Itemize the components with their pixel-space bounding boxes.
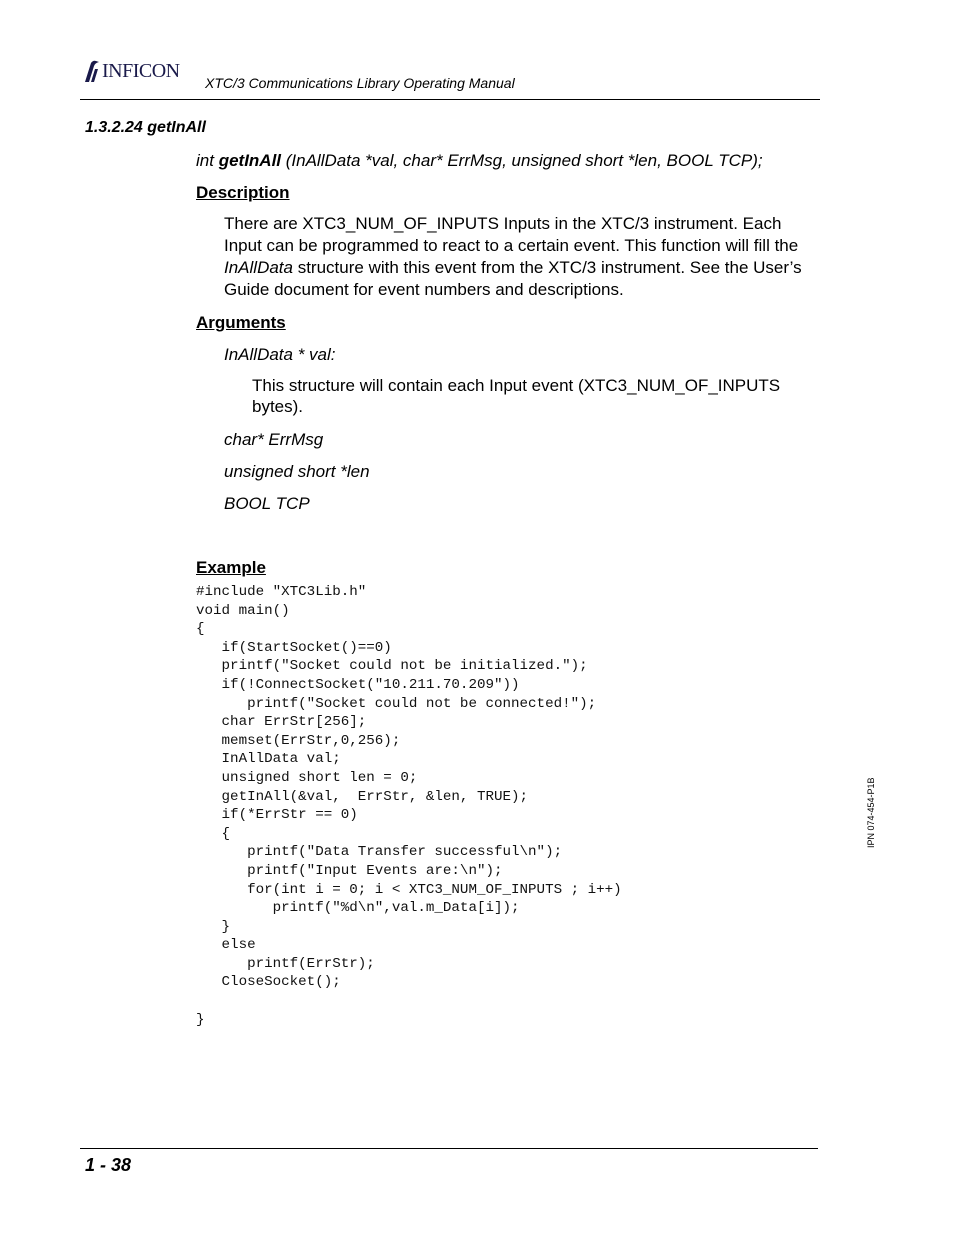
function-signature — [196, 151, 763, 171]
struct-name: InAllData — [224, 258, 293, 277]
argument-val-description: This structure will contain each Input event (XTC3_NUM_OF_INPUTS bytes). — [252, 376, 781, 416]
description-heading: Description — [196, 183, 290, 202]
inficon-logo — [82, 60, 198, 84]
page-number: 1 - 38 — [85, 1155, 132, 1175]
example-heading: Example — [196, 558, 266, 577]
ipn-label: IPN 074-454-P1B — [866, 777, 876, 848]
argument-len: unsigned short *len — [224, 462, 370, 481]
argument-errmsg: char* ErrMsg — [224, 430, 324, 449]
description-text: There are XTC3_NUM_OF_INPUTS Inputs in the XTC/3 instrument. Each Input can be programmed to react to a certain event. This function will fill the InAllData structure with this event from the XTC/3 instrument. See the User’s Guide document for event numbers and descriptions. — [224, 214, 802, 299]
header-rule — [80, 99, 820, 100]
arguments-heading: Arguments — [196, 313, 286, 332]
footer-rule — [80, 1148, 818, 1149]
logo-text: INFICON — [102, 60, 180, 82]
signature-prefix: int — [196, 151, 219, 170]
example-code: #include "XTC3Lib.h" void main() { if(StartSocket()==0) printf("Socket could not be initialized."); if(!ConnectSocket("10.211.70.209")) printf("Socket could not be connected!"); char ErrStr[256]; memset(ErrStr,0,256); InAllData val; unsigned short len = 0; getInAll(&val, ErrStr, &len, TRUE); if(*ErrStr == 0) { printf("Data Transfer successful\n"); printf("Input Events are:\n"); for(int i = 0; i < XTC3_NUM_OF_INPUTS ; i++) printf("%d\n",val.m_Data[i]); } else printf(ErrStr); CloseSocket(); } — [196, 584, 622, 1028]
signature-params: (InAllData *val, char* ErrMsg, unsigned short *len, BOOL TCP); — [281, 151, 763, 170]
argument-val: InAllData * val: — [224, 345, 336, 364]
function-name: getInAll — [218, 151, 282, 170]
section-heading: 1.3.2.24 getInAll — [85, 119, 206, 136]
inficon-logo-icon — [82, 60, 102, 84]
manual-title: XTC/3 Communications Library Operating Manual — [205, 75, 515, 91]
argument-tcp: BOOL TCP — [224, 494, 310, 513]
